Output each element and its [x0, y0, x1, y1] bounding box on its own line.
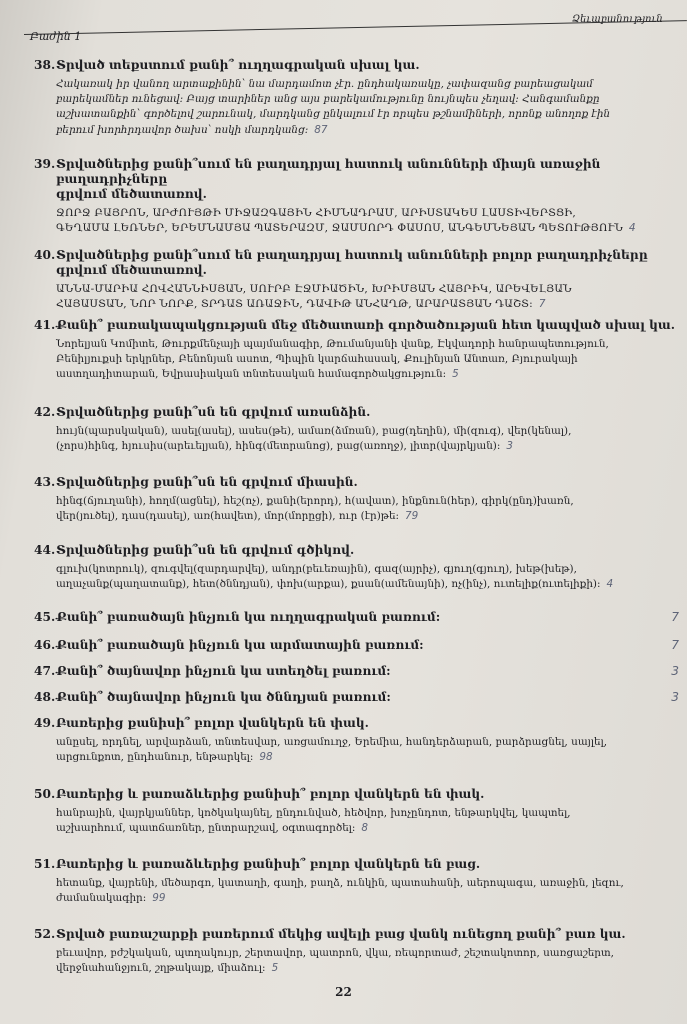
question-heading	[34, 927, 679, 942]
question-number: 52.	[34, 927, 56, 941]
question-text: Բառերից և բառաձևերից քանիսի՞ բոլոր վանկերն են փակ.	[56, 787, 485, 801]
question-number: 47.	[34, 664, 56, 678]
question-block	[34, 475, 679, 524]
question-body-text: հետանք, վայրենի, մեծարգո, կատաղի, գաղի, բաղձ, ունկին, պատահանի, աերոպագա, առաջին, լեզու, ժամանակագիր:	[56, 877, 624, 905]
question-heading	[34, 664, 679, 679]
handwritten-answer: 79	[405, 510, 419, 523]
handwritten-answer: 87	[314, 123, 328, 136]
question-heading	[34, 475, 679, 490]
question-text: Բառերից և բառաձևերից քանիսի՞ բոլոր վանկերն են բաց.	[56, 857, 481, 871]
question-heading	[34, 716, 679, 731]
question-heading	[34, 638, 679, 653]
question-text: Քանի՞ բառածայն ինչյուն կա ուղղագրական բառում:	[56, 610, 441, 624]
handwritten-answer: 7	[538, 298, 546, 311]
question-heading	[34, 248, 679, 278]
question-block	[34, 638, 679, 653]
question-body	[56, 876, 679, 906]
question-number: 38.	[34, 58, 56, 72]
question-text: Քանի՞ ծայնավոր ինչյուն կա ստեղծել բառում:	[56, 664, 391, 678]
question-block	[34, 405, 679, 454]
question-number: 42.	[34, 405, 56, 419]
question-block	[34, 664, 679, 679]
question-text: Բառերից քանիսի՞ բոլոր վանկերն են փակ.	[56, 716, 369, 730]
question-number: 48.	[34, 690, 56, 704]
question-block	[34, 248, 679, 312]
handwritten-answer: 4	[606, 578, 614, 591]
question-block	[34, 610, 679, 625]
question-heading	[34, 157, 679, 202]
question-text: Տրված բառաշարքի բառերում մեկից ավելի բաց վանկ ունեցող քանի՞ բառ կա.	[56, 927, 626, 941]
question-heading	[34, 857, 679, 872]
question-body	[56, 337, 679, 383]
question-block	[34, 787, 679, 836]
question-heading	[34, 787, 679, 802]
question-body-text: ՋՈՐՋ ԲԱՅՐՈՆ, ԱՐԺՈՒՅԹԻ ՄԻՋԱԶԳԱՅԻՆ ՀԻՄՆԱԴՐԱՄ, ԱՐԻՍՏԱԿԵՍ ԼԱՍՏԻՎԵՐՏՑԻ, ԳԵՂԱՄԱ ԼԵՌՆԵՐ, ԵՐԵՄՆԱՄՅԱ ՊԱՏԵՐԱԶՄ, ՋԱՄՍՈՐԴ ՓԱՍՈՍ, ԱՆԳԵՄՆԵՅԱՆ ՊԵՏՈՒԹՅՈՒՆ	[56, 207, 623, 235]
question-text: Տրվածներից քանի՞սն են գրվում գծիկով.	[56, 543, 355, 557]
question-body	[56, 282, 679, 312]
question-number: 51.	[34, 857, 56, 871]
question-block	[34, 716, 679, 765]
question-body	[56, 562, 679, 592]
question-text: Քանի՞ բառակապակցության մեջ մեծատառի գործածության հետ կապված սխալ կա.	[56, 318, 676, 332]
question-body-text: անըսել, որդնել, արվարձան, տնտեսվար, առցամուղջ, Երեմիա, հանդերձարան, բարձրացնել, սայլել, արցունքոտ, ընդհանուր, ենթարկել:	[56, 736, 608, 764]
question-body-text: ԱՆՆԱ-ՄԱՐԻԱ ՀՈՎՀԱՆՆԻՍՅԱՆ, ՍՈՒՐԲ ԷՋՄԻԱԾԻՆ, ԽՐԻՄՅԱՆ ՀԱՅՐԻԿ, ԱՐԵՎԵԼՅԱՆ ՀԱՅԱՍՏԱՆ, ՆՈՐ ՆՈՐՔ, ՏՐԴԱՏ ԱՌԱՋԻՆ, ԴԱՎԻԹ ԱՆՀԱՂԹ, ԱՐԱՐԱՏՅԱՆ ԴԱՇՏ:	[56, 283, 572, 311]
question-block	[34, 157, 679, 236]
question-body	[56, 424, 679, 454]
question-body-text: Հակառակ իր վանող արտաքինին՝ նա մարդամոտ չէր. ընդհակառակը, չափազանց բարեացակամ բարեկամներ ունեցավ։ Բայց տարիներ անց այս բարեկամությունը նույնպես չեղավ։ Հանգամանքը աշխատանքին՝ գործելով շարունակ, մարդկանց ընկալում էր որպես թշնամիների, որոնք անողոք էին բերում խորհրդավոր ծախս՝ ոսկի մարդկանց։	[56, 78, 611, 136]
handwritten-answer: 99	[152, 892, 166, 905]
question-block	[34, 58, 679, 138]
question-heading	[34, 58, 679, 73]
header-rule	[24, 20, 687, 35]
handwritten-answer: 8	[361, 822, 369, 835]
question-body	[56, 206, 679, 236]
page-number: 22	[335, 985, 352, 999]
question-body-text: հույն(պարսկական), ասել(ասել), ասես(թե), ամառ(ձմռան), բաց(դեղին), մի(զուգ), վեր(կենալ), (չորս)հինգ, հյուսիս(արեւելյան), հինգ(մետրանոց), բաց(առողջ), լիտր(վայրկյան):	[56, 425, 572, 453]
handwritten-answer: 7	[671, 610, 679, 624]
chapter-label: Բաժին 1	[30, 30, 82, 43]
question-heading	[34, 543, 679, 558]
question-number: 41.	[34, 318, 56, 332]
handwritten-answer: 7	[671, 638, 679, 652]
question-number: 50.	[34, 787, 56, 801]
question-text: Քանի՞ ծայնավոր ինչյուն կա ծննդյան բառում:	[56, 690, 391, 704]
question-number: 39.	[34, 157, 56, 171]
handwritten-answer: 5	[271, 962, 279, 975]
question-body-text: բեւավոր, բժշկական, պտղակույր, շերտավոր, պատրոն, վկա, ռեպորտաժ, շեշտակոտոր, սառցաշերտ, վերջնահանջյուն, շղթակայք, միաձուլ:	[56, 947, 614, 975]
question-number: 43.	[34, 475, 56, 489]
question-text: Տրվածներից քանի՞սն են գրվում առանձին.	[56, 405, 371, 419]
question-text: Տրվածներից քանի՞սում են բաղադրյալ հատուկ անունների միայն առաջին բաղադրիչները գրվում մեծատառով.	[56, 157, 601, 201]
question-number: 45.	[34, 610, 56, 624]
question-block	[34, 927, 679, 976]
question-number: 49.	[34, 716, 56, 730]
question-block	[34, 318, 679, 383]
question-heading	[34, 690, 679, 705]
running-title: Ձեւաբանություն	[572, 14, 663, 25]
question-body	[56, 946, 679, 976]
question-number: 46.	[34, 638, 56, 652]
handwritten-answer: 3	[506, 440, 513, 453]
question-block	[34, 857, 679, 906]
question-body	[56, 494, 679, 524]
question-block	[34, 543, 679, 592]
question-text: Տրված տեքստում քանի՞ ուղղագրական սխալ կա.	[56, 58, 420, 72]
question-heading	[34, 318, 679, 333]
question-heading	[34, 610, 679, 625]
handwritten-answer: 3	[671, 664, 679, 678]
question-body	[56, 806, 679, 836]
question-body-text: Նորելյան Կոմիտե, Թուրքմենչայի պայմանագիր, Թումանյանի վանք, Էկվադորի հանրապետություն, Բենիլյուքսի երկրներ, Բենոնյան ասոտ, Պիպին կարճահասակ, Քուլինյան Անտառ, Բյուրակայի աստղադիտարան, Եվրասիական տնտեսական համագործակցություն:	[56, 338, 609, 381]
question-text: Տրվածներից քանի՞սն են գրվում միասին.	[56, 475, 358, 489]
handwritten-answer: 4	[628, 222, 636, 235]
question-text: Քանի՞ բառածայն ինչյուն կա արմատային բառում:	[56, 638, 424, 652]
question-body-text: հանրային, վայրկյաններ, կոծկակայնել, ընդունված, հեծվոր, խոչընդոտ, ենթարկվել, կապտել, աշխարհում, պատճառներ, ընտրարշավ, օգտագործել:	[56, 807, 571, 835]
question-number: 40.	[34, 248, 56, 262]
handwritten-answer: 98	[259, 751, 273, 764]
handwritten-answer: 5	[452, 368, 459, 381]
question-number: 44.	[34, 543, 56, 557]
handwritten-answer: 3	[671, 690, 679, 704]
question-body	[56, 77, 679, 138]
question-body-text: հինգ(ճյուղանի), հողմ(ացնել), հեշ(ոչ), քանի(երորդ), հ(ավատ), ինքնուն(հեր), գիրկ(ընդ)խառն, վեր(յուծել), դաս(դասել), առ(հավետ), մոր(մորըցի), ուր (էր)թե:	[56, 495, 574, 523]
question-heading	[34, 405, 679, 420]
question-text: Տրվածներից քանի՞սում են բաղադրյալ հատուկ անունների բոլոր բաղադրիչները գրվում մեծատառով.	[56, 248, 648, 277]
question-body	[56, 735, 679, 765]
question-body-text: գլուխ(կոտրուկ), զուգվել(զարդարվել), անդր(բեւեռային), գազ(այրիչ), գյուղ(գյուղ), խեթ(խեթ), աղաչանք(պաղատանք), հետ(ծննդյան), փոխ(արքա), քսան(ամենայնի), ոչ(ինչ), ուտելիք(ուտելիքի):	[56, 563, 601, 591]
question-block	[34, 690, 679, 705]
